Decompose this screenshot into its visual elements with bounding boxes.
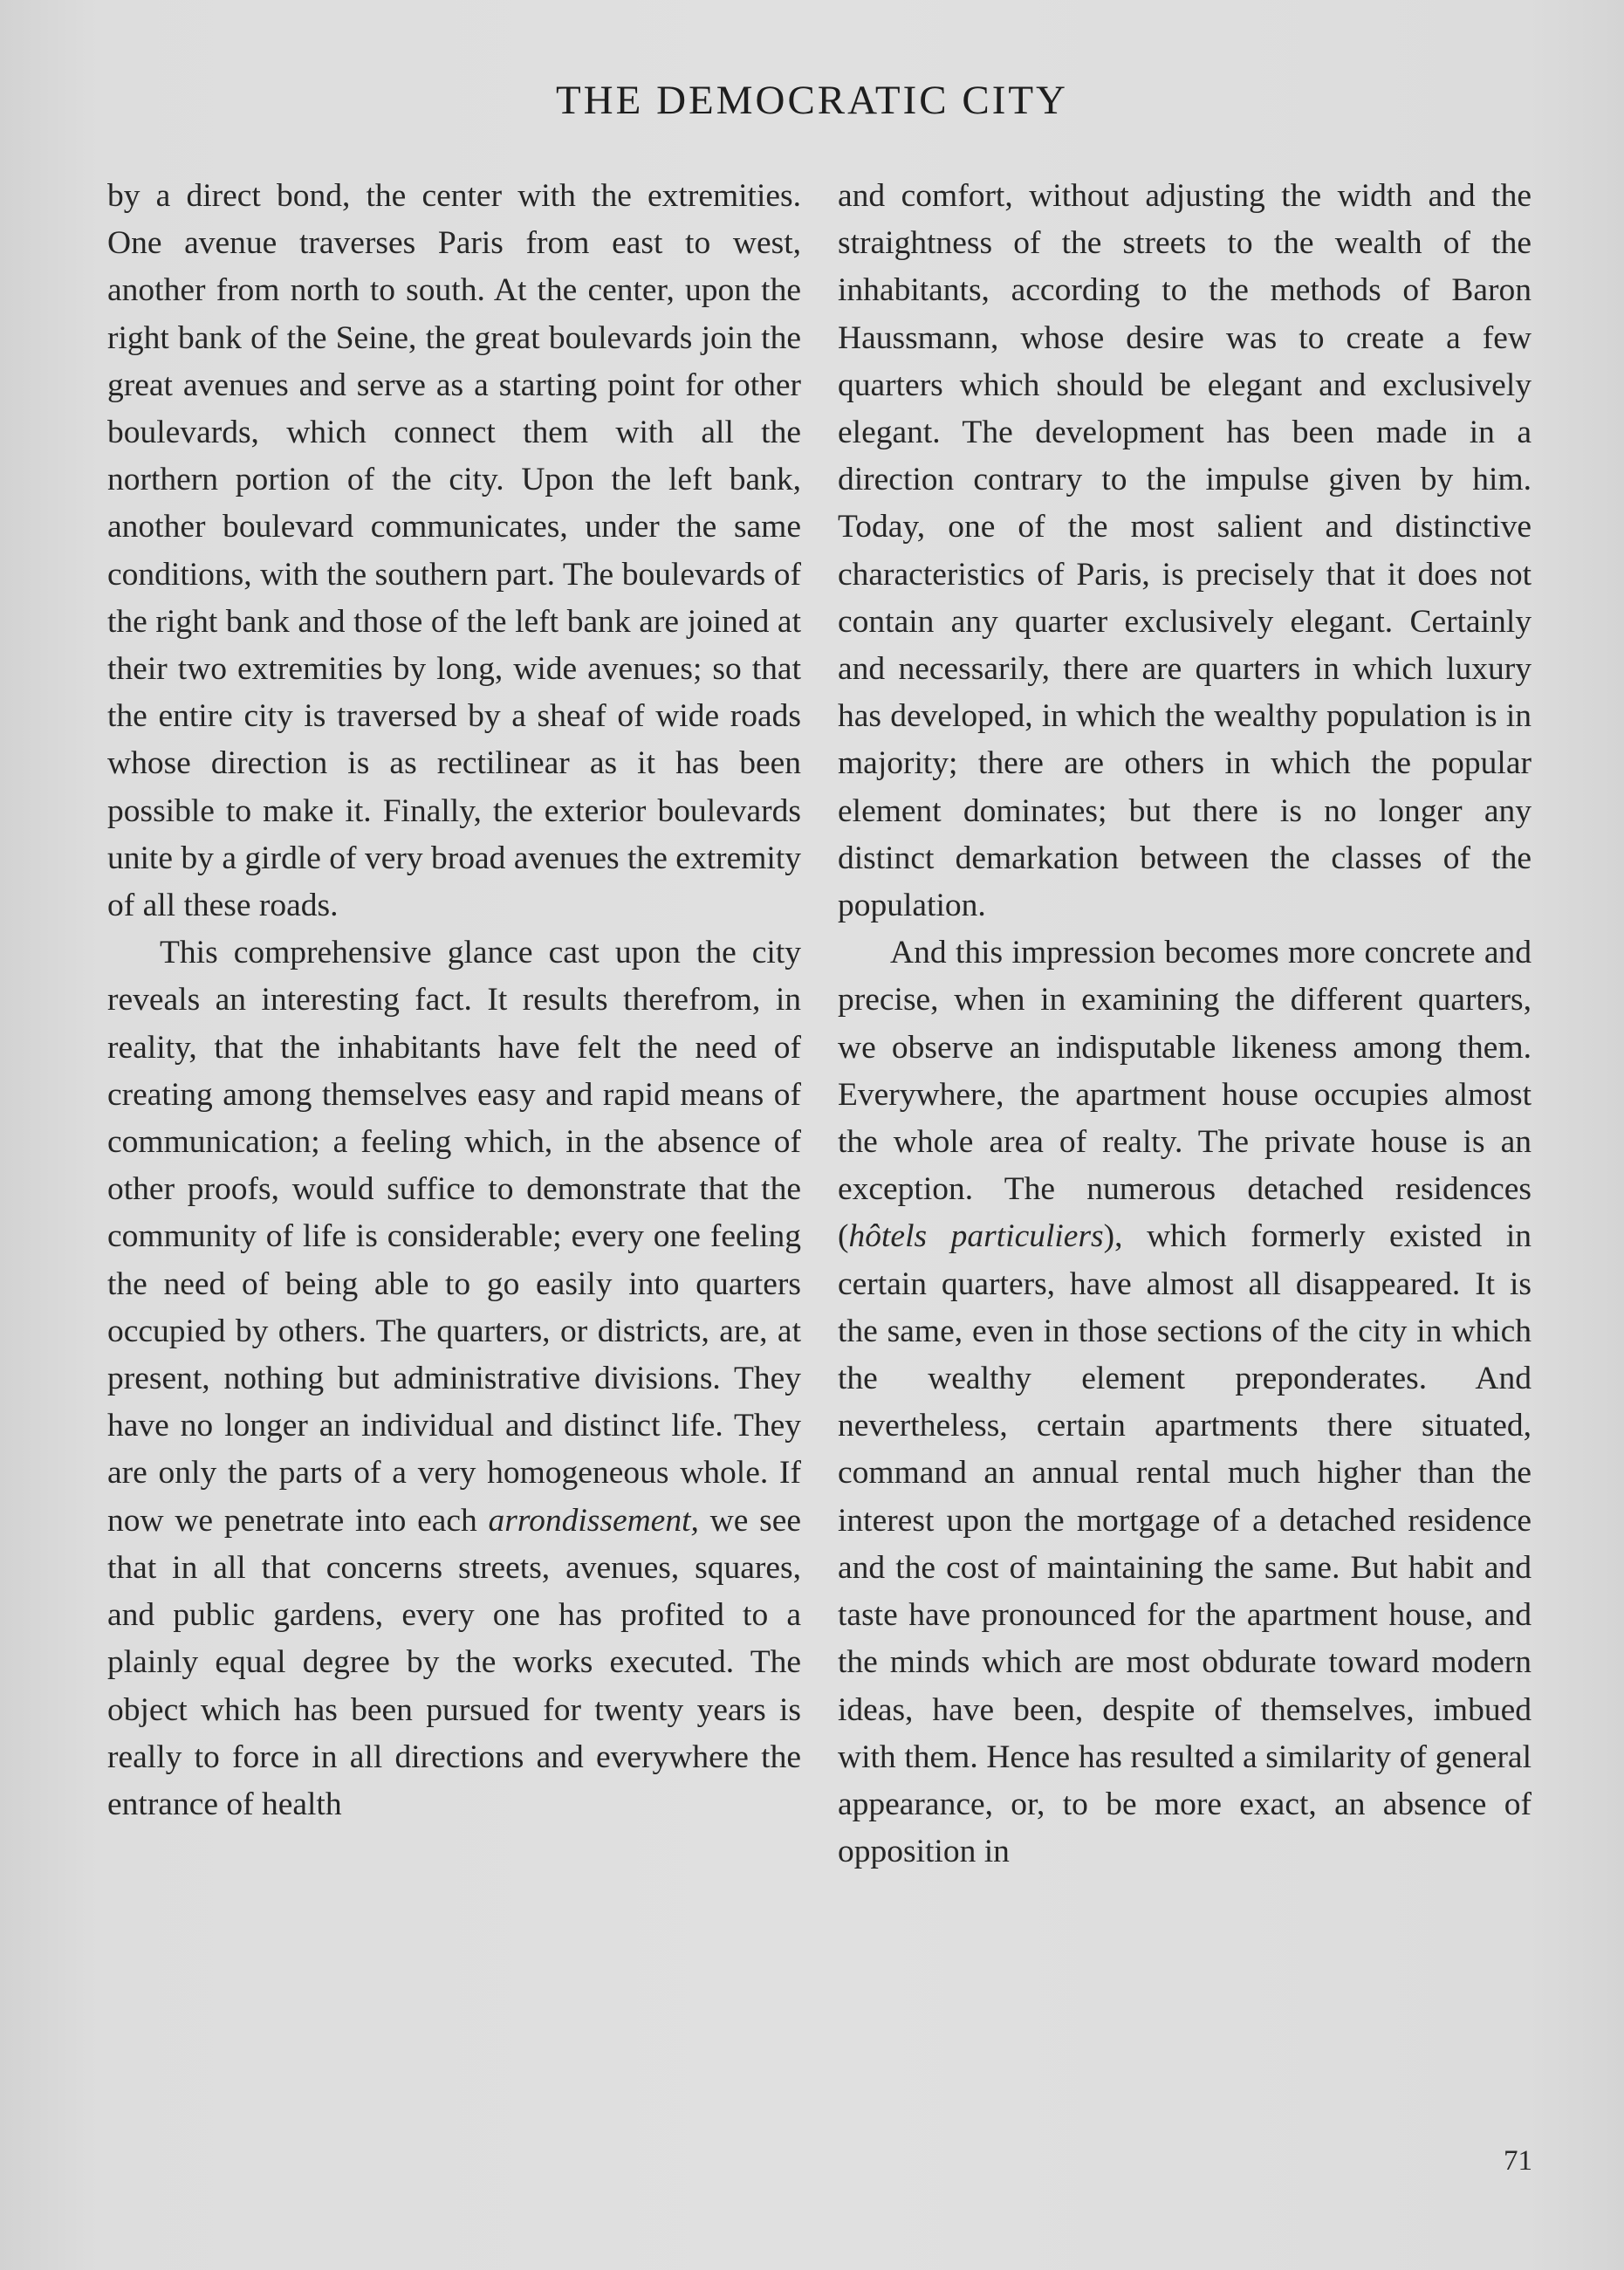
right-column	[838, 173, 1531, 1876]
page-number: 71	[1504, 2145, 1532, 2177]
right-paragraph-1: and comfort, without adjusting the width and the straightness of the streets to the wealth of the inhabitants, according to the methods of Baron Haussmann, whose desire was to create a few quarters which should be elegant and exclusively elegant. The development has been made in a direction contrary to the impulse given by him. Today, one of the most salient and distinctive characteristics of Paris, is precisely that it does not contain any quarter exclusively elegant. Certainly and necessarily, there are quarters in which luxury has developed, in which the wealthy population is in majority; there are others in which the popular element dominates; but there is no longer any distinct demarkation between the classes of the population.	[838, 178, 1531, 924]
right-paragraph-2-italic: hôtels particuliers	[848, 1218, 1104, 1255]
left-paragraph-2-italic: arrondissement,	[488, 1502, 699, 1539]
left-paragraph-2	[107, 929, 801, 1828]
right-paragraph-2	[838, 929, 1531, 1876]
running-head: THE DEMOCRATIC CITY	[555, 78, 1069, 123]
left-paragraph-1: by a direct bond, the center with the extremities. One avenue traverses Paris from east to west, another from north to south. At the center, upon the right bank of the Seine, the great boulevards join the great avenues and serve as a starting point for other boulevards, which connect them with all the northern portion of the city. Upon the left bank, another boulevard communicates, under the same conditions, with the southern part. The boulevards of the right bank and those of the left bank are joined at their two extremities by long, wide avenues; so that the entire city is traversed by a sheaf of wide roads whose direction is as rectilinear as it has been possible to make it. Finally, the exterior boulevards unite by a girdle of very broad avenues the extremity of all these roads.	[107, 178, 801, 924]
left-paragraph-2-text-b: we see that in all that concerns streets, avenues, squares, and public gardens, every one has profited to a plainly equal degree by the works executed. The object which has been pursued for twenty years is really to force in all directions and everywhere the entrance of health	[107, 1502, 802, 1822]
left-column	[107, 173, 801, 1828]
right-paragraph-2-text-a: And this impression becomes more concrete and precise, when in examining the different quarters, we observe an indisputable likeness among them. Everywhere, the apartment house occupies almost the whole area of realty. The private house is an exception. The numerous detached residences (	[838, 935, 1531, 1255]
left-paragraph-2-text-a: This comprehensive glance cast upon the city reveals an interesting fact. It results therefrom, in reality, that the inhabitants have felt the need of creating among themselves easy and rapid means of communication; a feeling which, in the absence of other proofs, would suffice to demonstrate that the community of life is considerable; every one feeling the need of being able to go easily into quarters occupied by others. The quarters, or districts, are, at present, nothing but administrative divisions. They have no longer an individual and distinct life. They are only the parts of a very homogeneous whole. If now we penetrate into each	[107, 935, 801, 1539]
right-paragraph-2-text-b: ), which formerly existed in certain quarters, have almost all disappeared. It is the same, even in those sections of the city in which the wealthy element preponderates. And nevertheless, certain apartments there situated, command an annual rental much higher than the interest upon the mortgage of a detached residence and the cost of maintaining the same. But habit and taste have pronounced for the apartment house, and the minds which are most obdurate toward modern ideas, have been, despite of themselves, imbued with them. Hence has resulted a similarity of general appearance, or, to be more exact, an absence of opposition in	[838, 1218, 1531, 1870]
